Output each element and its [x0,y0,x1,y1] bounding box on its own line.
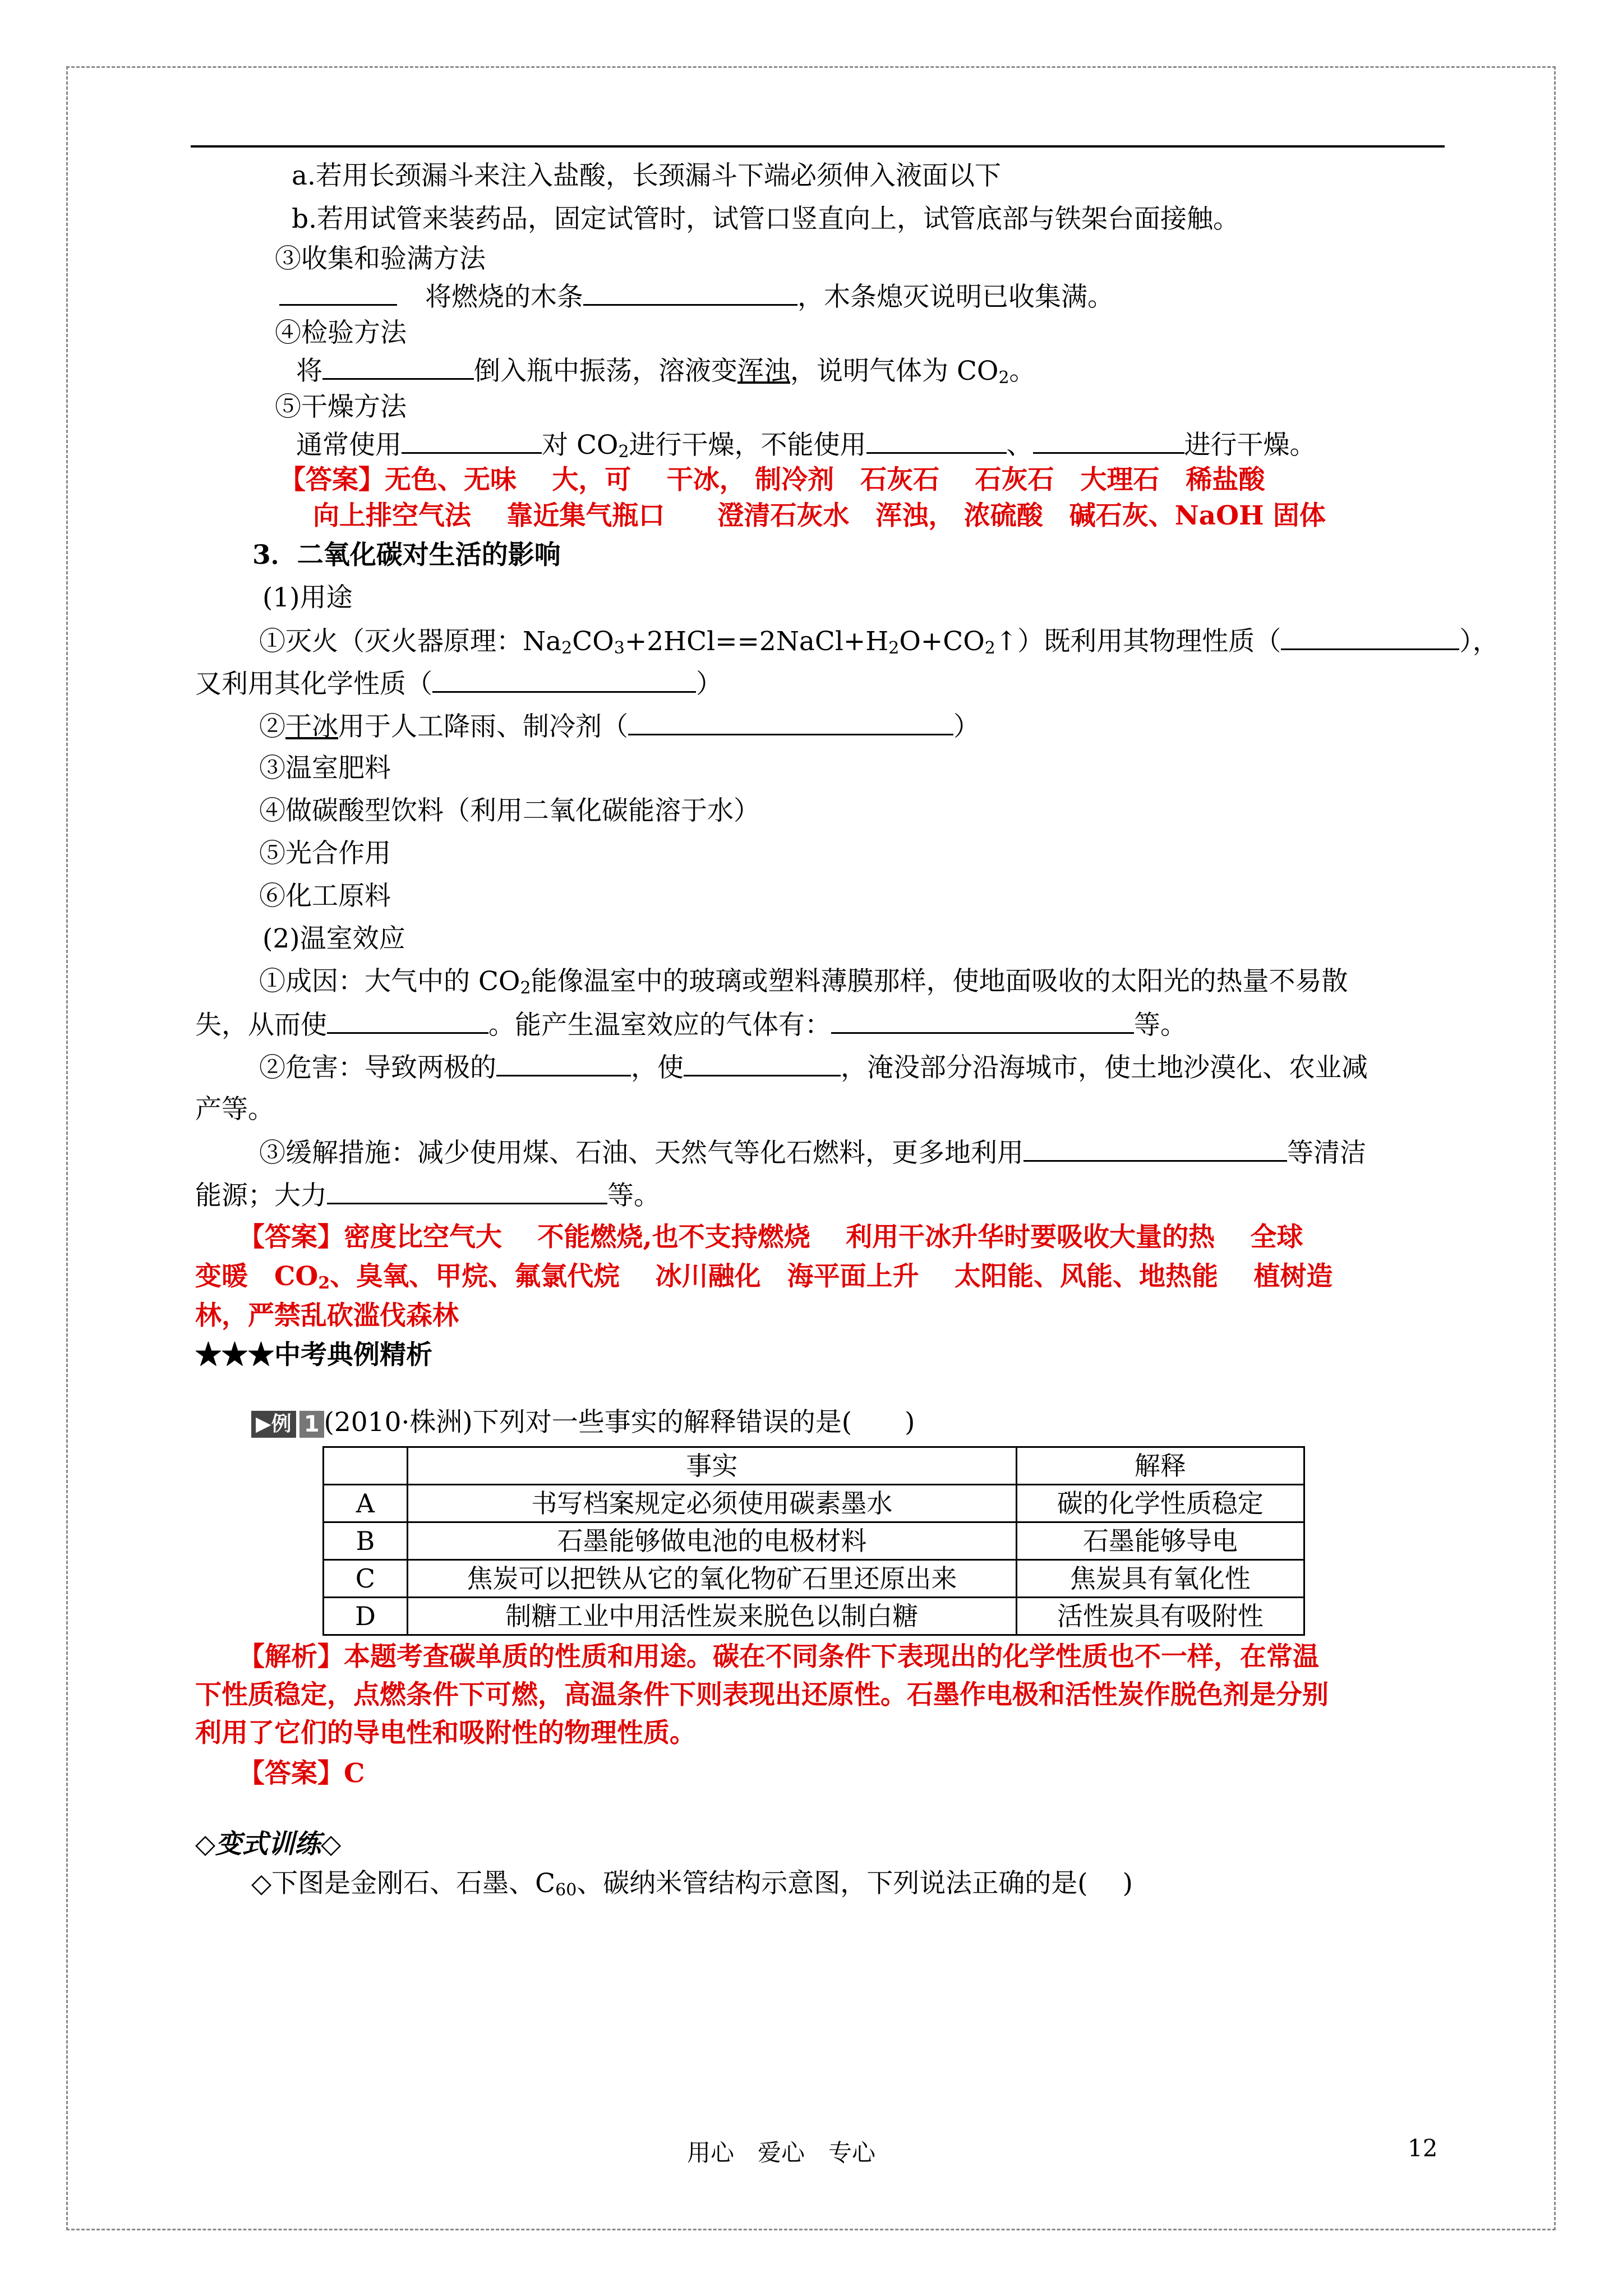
answer-1-line-1: 【答案】无色、无味 大，可 干冰， 制冷剂 石灰石 石灰石 大理石 稀盐酸 [279,464,1265,495]
dry-line: 通常使用 对 $CO_2$进行干燥，不能使用 、 进行干燥。 [296,427,1316,462]
blank [402,427,542,454]
use-6: ⑥化工原料 [259,881,391,912]
table-cell: 焦炭具有氧化性 [1016,1560,1304,1598]
line-a: a.若用长颈漏斗来注入盐酸，长颈漏斗下端必须伸入液面以下 [292,160,1001,191]
zhongkao-heading: ★★★中考典例精析 [195,1340,432,1370]
table-row [324,1522,1304,1560]
variant-question: ◇下图是金刚石、石墨、$C_{60}$、碳纳米管结构示意图，下列说法正确的是( ) [251,1868,1133,1900]
line-b: b.若用试管来装药品，固定试管时，试管口竖直向上，试管底部与铁架台面接触。 [292,204,1240,234]
facts-table [322,1446,1305,1636]
answer-2-line-3: 林，严禁乱砍滥伐森林 [195,1300,459,1331]
answer-2-line-1: 【答案】密度比空气大 不能燃烧,也不支持燃烧 利用干冰升华时要吸收大量的热 全球 [238,1222,1303,1253]
answer-1-line-2: 向上排空气法 靠近集气瓶口 澄清石灰水 浑浊， 浓硫酸 碱石灰、NaOH 固体 [313,500,1326,531]
greenhouse-title: (2)温室效应 [262,923,405,954]
table-row [324,1598,1304,1635]
use-1b-line: 又利用其化学性质（ ） [195,666,722,701]
table-cell: 活性炭具有吸附性 [1016,1598,1304,1635]
use-2-line: ②干冰用于人工降雨、制冷剂（ ） [259,709,980,744]
harm-line-2: 产等。 [195,1094,274,1125]
use-4: ④做碳酸型饮料（利用二氧化碳能溶于水） [259,795,760,826]
footer-motto: 用心 爱心 专心 [687,2139,876,2166]
blank [279,279,397,306]
harm-line-1: ②危害：导致两极的 ，使 ，淹没部分沿海城市，使土地沙漠化、农业减 [259,1050,1368,1085]
test-line: 将 倒入瓶中振荡，溶液变浑浊，说明气体为 $CO_2$。 [296,353,1036,388]
use-5: ⑤光合作用 [259,838,391,869]
use-3: ③温室肥料 [259,753,391,784]
table-cell: 石墨能够导电 [1016,1522,1304,1560]
example-number: 1 [299,1411,324,1438]
table-cell: 制糖工业中用活性炭来脱色以制白糖 [407,1598,1016,1635]
blank [628,709,953,735]
example-1-line [251,1406,915,1439]
blank [684,1050,841,1076]
relief-line-1: ③缓解措施：减少使用煤、石油、天然气等化石燃料，更多地利用 等清洁 [259,1135,1366,1170]
table-cell: 焦炭可以把铁从它的氧化物矿石里还原出来 [407,1560,1016,1598]
relief-line-2: 能源；大力 等。 [195,1178,660,1213]
example-tag: ▶例 [251,1411,296,1438]
cause-line-2: 失，从而使 。能产生温室效应的气体有： 等。 [195,1007,1187,1042]
page-number: 12 [1408,2134,1438,2162]
blank [327,1007,488,1034]
analysis-line-2: 下性质稳定，点燃条件下可燃，高温条件下则表现出还原性。石墨作电极和活性炭作脱色剂是分别 [195,1680,1329,1710]
use-1-line: ①灭火（灭火器原理：$Na_2CO_3+2HCl==2NaCl+H_2O+CO_2↑$）既利用其物理性质（ ）， [259,624,1499,659]
blank [866,427,1007,454]
use-title: (1)用途 [262,582,353,613]
blank [1023,1135,1287,1162]
analysis-line-3: 利用了它们的导电性和吸附性的物理性质。 [195,1718,696,1749]
answer-2-line-2: 变暖 $CO_2$、臭氧、甲烷、氟氯代烷 冰川融化 海平面上升 太阳能、风能、地热能 植树造 [195,1261,1333,1293]
test-title: ④检验方法 [275,318,407,348]
table-header-cell: 解释 [1016,1447,1304,1485]
analysis-line-1: 【解析】本题考查碳单质的性质和用途。碳在不同条件下表现出的化学性质也不一样，在常温 [238,1641,1319,1672]
table-cell: 书写档案规定必须使用碳素墨水 [407,1485,1016,1522]
blank [1033,427,1184,454]
answer-3: 【答案】C [238,1758,365,1789]
blank [583,279,797,306]
collect-line: 将燃烧的木条 ，木条熄灭说明已收集满。 [279,279,1114,314]
cause-line-1: ①成因：大气中的 $CO_2$能像温室中的玻璃或塑料薄膜那样，使地面吸收的太阳光的热量不易散 [259,966,1348,998]
header-rule [191,145,1445,148]
table-cell: D [324,1598,408,1635]
example-question: (2010·株洲)下列对一些事实的解释错误的是( ) [324,1407,915,1438]
table-header-cell: 事实 [407,1447,1016,1485]
table-header-row [324,1447,1304,1485]
blank [322,353,474,380]
table-row [324,1560,1304,1598]
section-3-heading: 3．二氧化碳对生活的影响 [252,540,561,570]
blank [496,1050,631,1076]
table-header-cell [324,1447,408,1485]
blank [831,1007,1134,1034]
blank [1281,624,1459,650]
table-cell: B [324,1522,408,1560]
table-cell: 石墨能够做电池的电极材料 [407,1522,1016,1560]
dry-title: ⑤干燥方法 [275,392,407,422]
table-row [324,1485,1304,1522]
blank [327,1178,607,1204]
table-cell: A [324,1485,408,1522]
variant-heading: ◇变式训练◇ [195,1829,342,1860]
table-cell: 碳的化学性质稳定 [1016,1485,1304,1522]
table-cell: C [324,1560,408,1598]
collect-title: ③收集和验满方法 [275,243,486,274]
blank [432,666,696,693]
